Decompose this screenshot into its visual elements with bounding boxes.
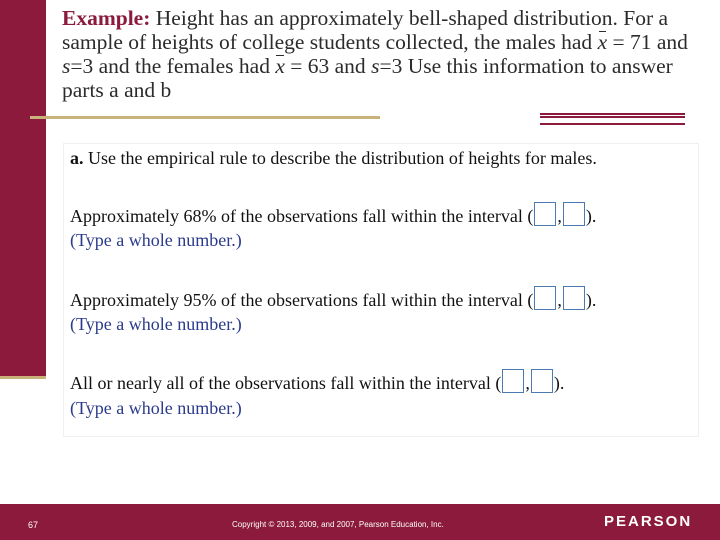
interval-68-lower-input[interactable] [534, 202, 556, 226]
interval-68-line [70, 202, 596, 227]
xbar-symbol-2: x [275, 54, 285, 78]
interval-all-line [70, 369, 564, 394]
interval-all-lower-input[interactable] [502, 369, 524, 393]
intro-part4: = 63 and [284, 54, 372, 78]
intro-part5: =3 Use this information to answer parts a and b [62, 54, 673, 102]
intro-part1: Height has an approximately bell-shaped distribution. For a sample of heights of college students collected, the males had [62, 6, 669, 54]
interval-all-text: All or nearly all of the observations fall within the interval ( [70, 373, 502, 393]
interval-all-upper-input[interactable] [531, 369, 553, 393]
interval-95-hint: (Type a whole number.) [70, 314, 242, 334]
question-panel [64, 144, 698, 436]
interval-68-close: ). [585, 206, 597, 226]
page-number: 67 [28, 520, 39, 530]
question-letter: a. [70, 148, 84, 168]
interval-95-line [70, 286, 596, 311]
interval-68-hint: (Type a whole number.) [70, 230, 242, 250]
s-symbol: s [62, 54, 71, 78]
maroon-divider [540, 113, 685, 125]
interval-all-comma: , [525, 373, 530, 393]
example-text [62, 6, 712, 102]
interval-68-upper-input[interactable] [563, 202, 585, 226]
interval-68-comma: , [557, 206, 562, 226]
gold-divider [30, 116, 380, 119]
interval-95-text: Approximately 95% of the observations fall within the interval ( [70, 290, 534, 310]
pearson-logo: PEARSON [604, 513, 693, 530]
interval-95-comma: , [557, 290, 562, 310]
interval-68-text: Approximately 68% of the observations fall within the interval ( [70, 206, 534, 226]
xbar-symbol: x [597, 30, 608, 54]
interval-95-upper-input[interactable] [563, 286, 585, 310]
intro-part2: = 71 and [607, 30, 688, 54]
intro-part3: =3 and the females had [70, 54, 276, 78]
interval-all-hint: (Type a whole number.) [70, 398, 242, 418]
left-accent-bar [0, 0, 46, 378]
interval-95-lower-input[interactable] [534, 286, 556, 310]
sidebar-divider [0, 376, 46, 379]
question-text: Use the empirical rule to describe the distribution of heights for males. [83, 148, 597, 168]
question-heading [70, 148, 597, 169]
copyright-text: Copyright © 2013, 2009, and 2007, Pearson Education, Inc. [232, 520, 444, 529]
interval-all-close: ). [553, 373, 565, 393]
s-symbol-2: s [371, 54, 380, 78]
example-label: Example: [62, 6, 151, 30]
interval-95-close: ). [585, 290, 597, 310]
